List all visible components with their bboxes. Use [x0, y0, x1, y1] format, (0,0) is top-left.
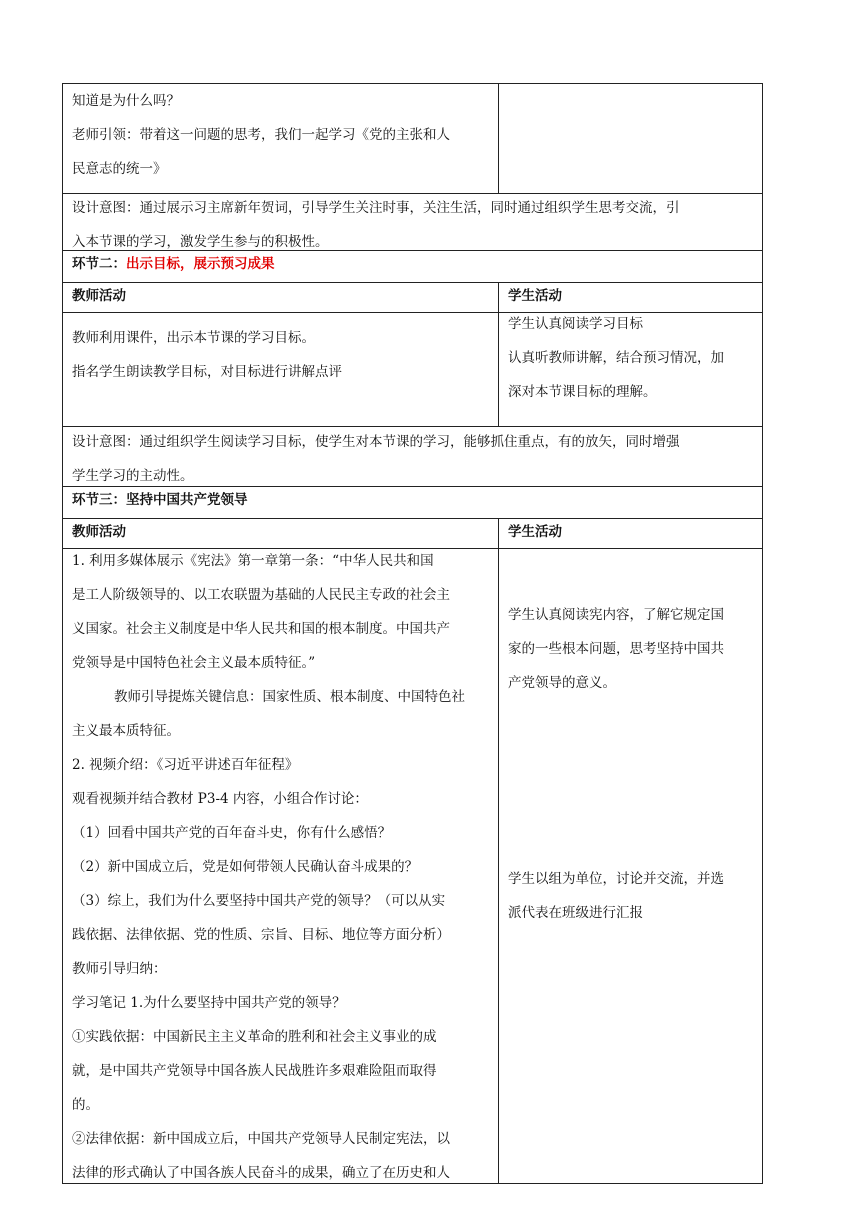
text-line: 学习笔记 1.为什么要坚持中国共产党的领导？ [72, 995, 346, 1011]
text-line: 学生学习的主动性。 [72, 468, 194, 484]
section-2-row [63, 251, 763, 283]
text-line: 学生认真阅读学习目标 [508, 316, 643, 332]
text-line: 入本节课的学习，激发学生参与的积极性。 [72, 234, 329, 250]
text-line: 党领导是中国特色社会主义最本质特征。” [72, 655, 316, 671]
text-line: 派代表在班级进行汇报 [508, 905, 643, 921]
section-2-heading [63, 251, 763, 283]
student-response-block-2 [508, 691, 753, 921]
text-line: 老师引领：带着这一问题的思考，我们一起学习《党的主张和人 [72, 127, 450, 143]
section-3-row [63, 487, 763, 519]
text-line: 教师引导提炼关键信息：国家性质、根本制度、中国特色社 [114, 689, 465, 705]
text-line: （2）新中国成立后，党是如何带领人民确认奋斗成果的？ [72, 859, 419, 875]
text-line: 家的一些根本问题，思考坚持中国共 [508, 641, 724, 657]
main-activity-row [63, 549, 763, 1184]
text-line: 是工人阶级领导的、以工农联盟为基础的人民民主专政的社会主 [72, 587, 450, 603]
section-2-title: 出示目标，展示预习成果 [126, 256, 275, 272]
teacher-activity-header: 教师活动 [63, 283, 499, 313]
text-line: 就，是中国共产党领导中国各族人民战胜许多艰难险阻而取得 [72, 1063, 437, 1079]
goals-row [63, 313, 763, 427]
text-line: 知道是为什么吗？ [72, 93, 180, 109]
text-line: 教师引导归纳： [72, 961, 167, 977]
text-line: 1. 利用多媒体展示《宪法》第一章第一条：“中华人民共和国 [72, 553, 434, 569]
text-line: 民意志的统一》 [72, 161, 167, 177]
student-activity-header: 学生活动 [499, 283, 763, 313]
text-line: 设计意图：通过展示习主席新年贺词，引导学生关注时事，关注生活，同时通过组织学生思考交流，引 [72, 200, 680, 216]
text-line: （3）综上，我们为什么要坚持中国共产党的领导？（可以从实 [72, 893, 446, 909]
text-line: 法律的形式确认了中国各族人民奋斗的成果，确立了在历史和人 [72, 1165, 450, 1181]
lesson-plan-table [62, 83, 763, 1184]
text-line: ②法律依据：新中国成立后，中国共产党领导人民制定宪法，以 [72, 1131, 450, 1147]
intro-teacher-cell [63, 84, 499, 194]
design-intent-row-2 [63, 427, 763, 487]
design-intent-cell [63, 427, 763, 487]
section-3-heading: 环节三：坚持中国共产党领导 [63, 487, 763, 519]
main-teacher-cell [63, 549, 499, 1184]
text-line: 义国家。社会主义制度是中华人民共和国的根本制度。中国共产 [72, 621, 450, 637]
design-intent-cell [63, 194, 763, 251]
text-line: 主义最本质特征。 [72, 723, 180, 739]
text-line: 的。 [72, 1097, 99, 1113]
intro-student-cell [499, 84, 763, 194]
header-row [63, 283, 763, 313]
text-line: 学生认真阅读宪内容，了解它规定国 [508, 607, 724, 623]
text-line: 深对本节课目标的理解。 [508, 384, 657, 400]
text-line: 设计意图：通过组织学生阅读学习目标，使学生对本节课的学习，能够抓住重点，有的放矢，同时增强 [72, 434, 680, 450]
text-line: 教师利用课件，出示本节课的学习目标。 [72, 330, 315, 346]
teacher-activity-header: 教师活动 [63, 519, 499, 549]
text-line: 2. 视频介绍：《习近平讲述百年征程》 [72, 757, 299, 773]
text-line: （1）回看中国共产党的百年奋斗史，你有什么感悟？ [72, 825, 392, 841]
intro-row [63, 84, 763, 194]
design-intent-row-1 [63, 194, 763, 251]
main-student-cell [499, 549, 763, 1184]
text-line: ①实践依据：中国新民主主义革命的胜利和社会主义事业的成 [72, 1029, 437, 1045]
text-line: 产党领导的意义。 [508, 675, 616, 691]
text-line: 学生以组为单位，讨论并交流，并选 [508, 871, 724, 887]
header-row [63, 519, 763, 549]
text-line: 指名学生朗读教学目标，对目标进行讲解点评 [72, 364, 342, 380]
student-activity-header: 学生活动 [499, 519, 763, 549]
student-response-block-1 [508, 549, 753, 691]
text-line: 观看视频并结合教材 P3-4 内容，小组合作讨论： [72, 791, 368, 807]
goals-student-cell [499, 313, 763, 427]
goals-teacher-cell [63, 313, 499, 427]
section-2-prefix: 环节二： [72, 256, 126, 272]
text-line: 认真听教师讲解，结合预习情况，加 [508, 350, 724, 366]
text-line: 践依据、法律依据、党的性质、宗旨、目标、地位等方面分析） [72, 927, 450, 943]
